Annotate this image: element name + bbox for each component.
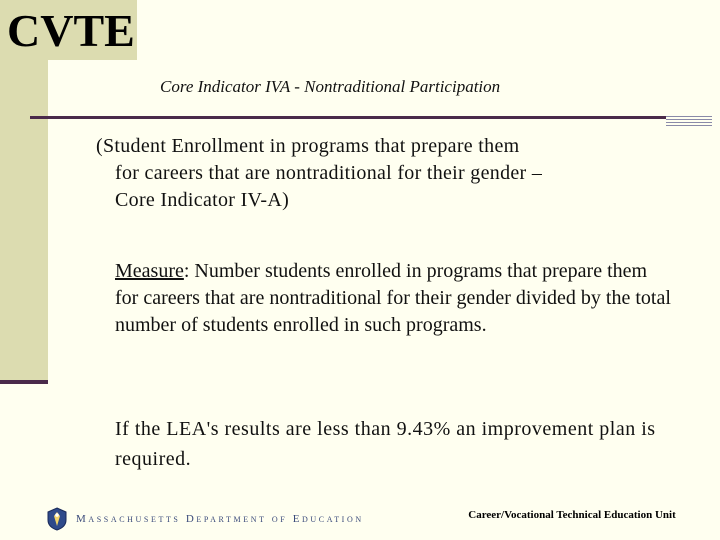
state-seal-icon (46, 507, 68, 531)
measure-text: Number students enrolled in programs that prepare them for careers that are nontraditional for their gender divided by the total number of students enrolled in such programs. (115, 260, 671, 336)
footer-unit: Career/Vocational Technical Education Unit (468, 509, 676, 521)
description-paragraph (96, 133, 696, 214)
logo-text: CVTE (7, 5, 135, 56)
footer-organization (46, 505, 364, 533)
horizontal-rule (30, 116, 666, 119)
threshold-statement: If the LEA's results are less than 9.43% an improvement plan is required. (115, 418, 656, 470)
logo-box (0, 0, 137, 60)
measure-label: Measure (115, 260, 184, 282)
measure-colon: : (183, 260, 190, 282)
measure-paragraph (115, 258, 675, 339)
rule-extension (666, 116, 712, 126)
slide-subtitle: Core Indicator IVA - Nontraditional Participation (160, 77, 501, 96)
description-line-1: (Student Enrollment in programs that prepare them (96, 135, 520, 157)
description-line-2: for careers that are nontraditional for their gender – (115, 162, 543, 184)
footer-org-name: Massachusetts Department of Education (76, 513, 364, 525)
left-band-underline (0, 380, 48, 384)
description-line-3: Core Indicator IV-A) (115, 189, 290, 211)
